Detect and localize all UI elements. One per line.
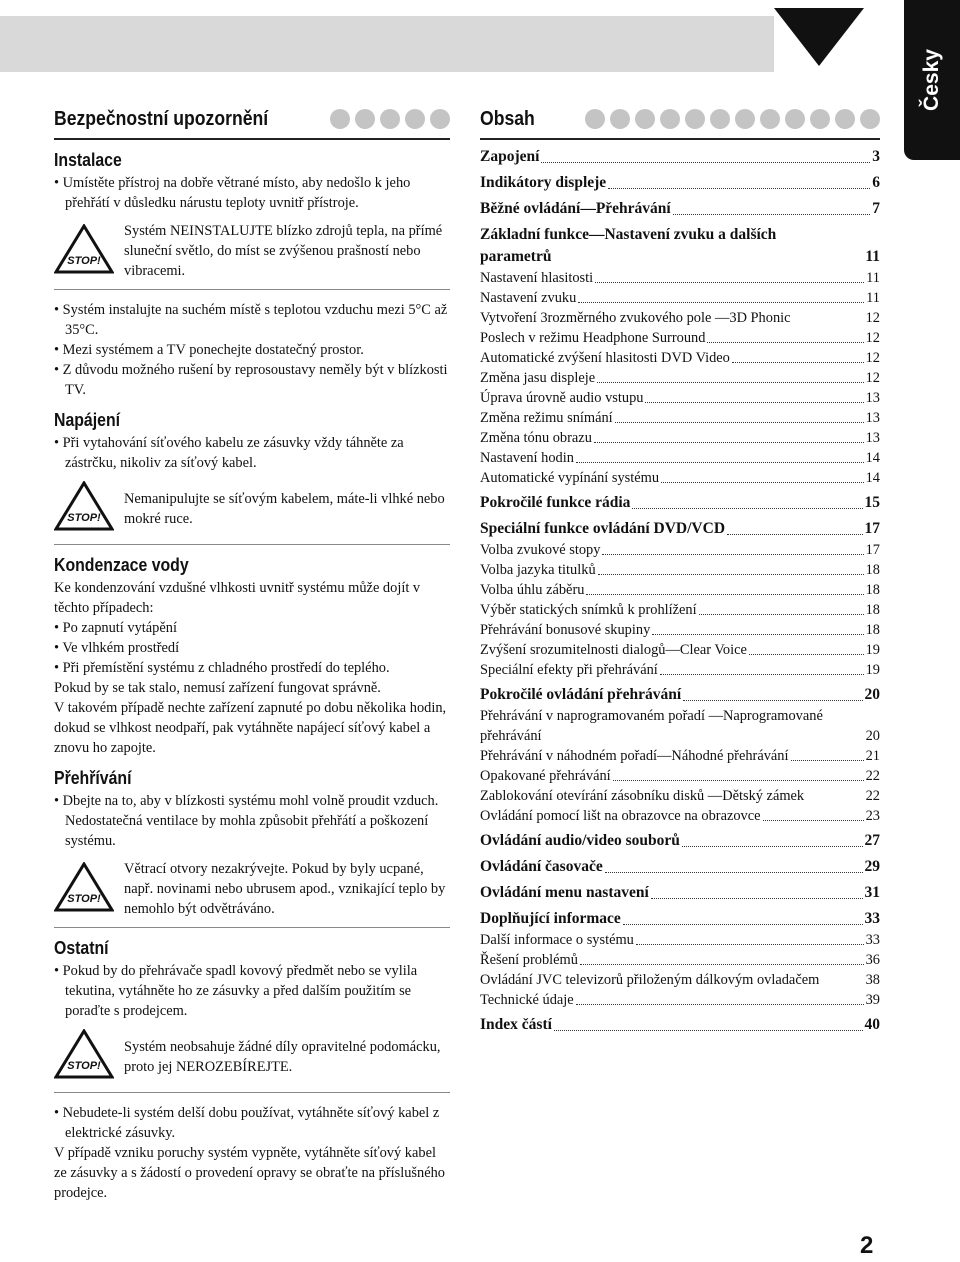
toc-leader bbox=[602, 554, 863, 555]
instalace-heading: Instalace bbox=[54, 150, 122, 170]
toc-page-number: 40 bbox=[864, 1016, 880, 1033]
toc-leader bbox=[660, 674, 864, 675]
toc-subentry[interactable] bbox=[480, 448, 880, 468]
toc-section-entry[interactable] bbox=[480, 908, 880, 930]
toc-leader bbox=[580, 964, 864, 965]
toc-entry-text: Automatické vypínání systému bbox=[480, 470, 660, 486]
toc-entry-text: Další informace o systému bbox=[480, 932, 634, 948]
toc-page-number: 33 bbox=[864, 910, 880, 927]
toc-leader bbox=[652, 634, 863, 635]
toc-leader bbox=[632, 508, 862, 509]
toc-leader bbox=[727, 534, 862, 535]
toc-leader bbox=[763, 820, 864, 821]
toc-page-number: 36 bbox=[865, 952, 880, 968]
toc-page-number: 22 bbox=[865, 788, 880, 804]
toc-entry-text: Ovládání menu nastavení bbox=[480, 884, 649, 901]
toc-leader bbox=[636, 944, 864, 945]
bullet: • Pokud by do přehrávače spadl kovový předmět nebo se vylila tekutina, vytáhněte ho ze zásuvky a před dalším použitím se poraďte s prodejcem. bbox=[54, 961, 450, 1021]
toc-page-number: 13 bbox=[865, 390, 880, 406]
toc-entry-text: Změna jasu displeje bbox=[480, 370, 596, 386]
toc-entry-text: Ovládání pomocí lišt na obrazovce na obrazovce bbox=[480, 808, 761, 824]
toc-page-number: 33 bbox=[865, 932, 880, 948]
toc-leader bbox=[595, 282, 864, 283]
toc-entry-text: Doplňující informace bbox=[480, 910, 621, 927]
toc-leader bbox=[699, 614, 864, 615]
toc-subentry[interactable] bbox=[480, 930, 880, 950]
toc-subentry[interactable] bbox=[480, 560, 880, 580]
toc-entry-text: Přehrávání bonusové skupiny bbox=[480, 622, 651, 638]
toc-page-number: 21 bbox=[865, 748, 880, 764]
toc-entry-text: Změna režimu snímání bbox=[480, 410, 613, 426]
warning-box bbox=[54, 1025, 450, 1093]
stop-icon-label: STOP! bbox=[67, 254, 101, 267]
toc-entry-text: Výběr statických snímků k prohlížení bbox=[480, 602, 697, 618]
toc-subentry[interactable] bbox=[480, 786, 880, 806]
safety-column bbox=[54, 100, 450, 1203]
toc-page-number: 13 bbox=[865, 430, 880, 446]
toc-page-number: 12 bbox=[865, 370, 880, 386]
kondenzace-heading: Kondenzace vody bbox=[54, 555, 189, 575]
toc-leader bbox=[682, 846, 863, 847]
toc-leader bbox=[598, 574, 864, 575]
toc-leader bbox=[707, 342, 863, 343]
toc-leader bbox=[554, 1030, 863, 1031]
toc-subentry[interactable] bbox=[480, 806, 880, 826]
toc-entry-text: Volba úhlu záběru bbox=[480, 582, 585, 598]
toc-entry-text: Běžné ovládání—Přehrávání bbox=[480, 200, 671, 217]
toc-leader bbox=[576, 1004, 864, 1005]
toc-section-entry[interactable] bbox=[480, 518, 880, 540]
toc-page-number: 39 bbox=[865, 992, 880, 1008]
paragraph: V případě vzniku poruchy systém vypněte, vytáhněte síťový kabel ze zásuvky a s žádostí o provedení opravy se obraťte na příslušného prodejce. bbox=[54, 1145, 445, 1201]
toc-subentry[interactable] bbox=[480, 308, 880, 328]
toc-entry-text: Přehrávání v naprogramovaném pořadí —Naprogramované přehrávání bbox=[480, 708, 823, 744]
toc-leader bbox=[673, 214, 871, 215]
toc-page-number: 31 bbox=[864, 884, 880, 901]
stop-icon-label: STOP! bbox=[67, 512, 101, 524]
page-number: 2 bbox=[860, 1232, 874, 1259]
paragraph: Ke kondenzování vzdušné vlhkosti uvnitř systému může dojít v těchto případech: bbox=[54, 580, 421, 616]
toc-section-entry[interactable] bbox=[480, 684, 880, 706]
toc-page-number: 22 bbox=[865, 768, 880, 784]
toc-subentry[interactable] bbox=[480, 468, 880, 488]
toc-entry-text: Ovládání JVC televizorů přiloženým dálkovým ovladačem bbox=[480, 972, 820, 988]
toc-page-number: 18 bbox=[865, 562, 880, 578]
bullet: • Po zapnutí vytápění bbox=[54, 618, 450, 638]
toc-page-number: 19 bbox=[865, 662, 880, 678]
warning-box bbox=[54, 477, 450, 545]
toc-header bbox=[480, 100, 880, 140]
stop-icon bbox=[54, 481, 124, 536]
toc-page-number: 19 bbox=[865, 642, 880, 658]
toc-entry-text: Volba zvukové stopy bbox=[480, 542, 601, 558]
toc-entry-text: Ovládání časovače bbox=[480, 858, 603, 875]
toc-leader bbox=[732, 362, 864, 363]
toc-section-entry[interactable] bbox=[480, 492, 880, 514]
toc-entry-text: Řešení problémů bbox=[480, 952, 578, 968]
prehrivani-heading: Přehřívání bbox=[54, 768, 132, 788]
toc-subentry[interactable] bbox=[480, 660, 880, 680]
toc-title: Obsah bbox=[480, 107, 535, 130]
toc-leader bbox=[578, 302, 864, 303]
toc-list bbox=[480, 146, 880, 1036]
bullet: • Umístěte přístroj na dobře větrané místo, aby nedošlo k jeho přehřátí v důsledku nárustu teploty uvnitř přístroje. bbox=[54, 173, 450, 213]
napajeni-heading: Napájení bbox=[54, 410, 121, 430]
toc-subentry[interactable] bbox=[480, 268, 880, 288]
toc-page-number: 23 bbox=[865, 808, 880, 824]
safety-header bbox=[54, 100, 450, 140]
warning-box bbox=[54, 855, 450, 928]
toc-leader bbox=[651, 898, 863, 899]
warning-text: Nemanipulujte se síťovým kabelem, máte-li vlhké nebo mokré ruce. bbox=[124, 490, 445, 527]
toc-section-entry[interactable] bbox=[480, 224, 880, 268]
toc-page-number: 11 bbox=[866, 270, 880, 286]
toc-subentry[interactable] bbox=[480, 428, 880, 448]
toc-section-entry[interactable] bbox=[480, 1014, 880, 1036]
toc-section-entry[interactable] bbox=[480, 856, 880, 878]
bullet: • Nebudete-li systém delší dobu používat, vytáhněte síťový kabel z elektrické zásuvky. bbox=[54, 1103, 450, 1143]
toc-leader bbox=[645, 402, 863, 403]
toc-entry-text: Základní funkce—Nastavení zvuku a dalších parametrů bbox=[480, 226, 777, 265]
stop-icon-label: STOP! bbox=[67, 1060, 101, 1072]
header-dots bbox=[330, 109, 450, 129]
toc-leader bbox=[586, 594, 863, 595]
toc-page-number: 14 bbox=[865, 450, 880, 466]
toc-page-number: 12 bbox=[865, 330, 880, 346]
toc-leader bbox=[605, 872, 863, 873]
toc-section-entry[interactable] bbox=[480, 146, 880, 168]
toc-leader bbox=[791, 760, 864, 761]
toc-subentry[interactable] bbox=[480, 388, 880, 408]
toc-page-number: 18 bbox=[865, 622, 880, 638]
toc-page-number: 17 bbox=[865, 542, 880, 558]
toc-subentry[interactable] bbox=[480, 408, 880, 428]
toc-entry-text: Index částí bbox=[480, 1016, 552, 1033]
toc-entry-text: Automatické zvýšení hlasitosti DVD Video bbox=[480, 350, 730, 366]
toc-subentry[interactable] bbox=[480, 950, 880, 970]
toc-subentry[interactable] bbox=[480, 766, 880, 786]
toc-entry-text: Přehrávání v náhodném pořadí—Náhodné přehrávání bbox=[480, 748, 789, 764]
toc-page-number: 18 bbox=[865, 582, 880, 598]
toc-subentry[interactable] bbox=[480, 620, 880, 640]
corner-triangle-icon bbox=[774, 8, 864, 68]
toc-subentry[interactable] bbox=[480, 368, 880, 388]
toc-page-number: 20 bbox=[864, 686, 880, 703]
bullet: • Dbejte na to, aby v blízkosti systému mohl volně proudit vzduch. Nedostatečná ventilace by mohla způsobit přehřátí a poškození systému. bbox=[54, 791, 450, 851]
toc-subentry[interactable] bbox=[480, 990, 880, 1010]
toc-subentry[interactable] bbox=[480, 640, 880, 660]
bullet: • Systém instalujte na suchém místě s teplotou vzduchu mezi 5°C až 35°C. bbox=[54, 300, 450, 340]
toc-leader bbox=[749, 654, 864, 655]
stop-icon-label: STOP! bbox=[67, 892, 101, 905]
toc-entry-text: Pokročilé ovládání přehrávání bbox=[480, 686, 682, 703]
toc-entry-text: Nastavení hlasitosti bbox=[480, 270, 594, 286]
toc-leader bbox=[541, 162, 870, 163]
toc-leader bbox=[615, 422, 864, 423]
warning-text: Systém NEINSTALUJTE blízko zdrojů tepla, na přímé sluneční světlo, do míst se zvýšenou prašností nebo vibracemi. bbox=[124, 223, 443, 279]
bullet: • Při přemístění systému z chladného prostředí do teplého. bbox=[54, 658, 450, 678]
toc-subentry[interactable] bbox=[480, 580, 880, 600]
language-tab bbox=[904, 0, 960, 160]
toc-leader bbox=[576, 462, 864, 463]
toc-entry-text: Zapojení bbox=[480, 148, 540, 165]
toc-page-number: 17 bbox=[864, 520, 880, 537]
toc-entry-text: Poslech v režimu Headphone Surround bbox=[480, 330, 706, 346]
warning-box bbox=[54, 217, 450, 290]
toc-subentry[interactable] bbox=[480, 540, 880, 560]
toc-section-entry[interactable] bbox=[480, 198, 880, 220]
bullet: • Z důvodu možného rušení by reprosoustavy neměly být v blízkosti TV. bbox=[54, 360, 450, 400]
toc-page-number: 27 bbox=[864, 832, 880, 849]
toc-leader bbox=[613, 780, 864, 781]
toc-section-entry[interactable] bbox=[480, 830, 880, 852]
stop-icon bbox=[54, 224, 124, 279]
toc-leader bbox=[683, 700, 862, 701]
toc-entry-text: Zablokování otevírání zásobníku disků —Dětský zámek bbox=[480, 788, 805, 804]
toc-entry-text: Vytvoření 3rozměrného zvukového pole —3D Phonic bbox=[480, 310, 791, 326]
toc-page-number: 15 bbox=[864, 494, 880, 511]
bullet: • Při vytahování síťového kabelu ze zásuvky vždy táhněte za zástrčku, nikoliv za síťový kabel. bbox=[54, 433, 450, 473]
toc-subentry[interactable] bbox=[480, 706, 880, 746]
toc-entry-text: Úprava úrovně audio vstupu bbox=[480, 390, 644, 406]
bullet: • Ve vlhkém prostředí bbox=[54, 638, 450, 658]
toc-leader bbox=[661, 482, 864, 483]
toc-column bbox=[480, 100, 880, 1036]
toc-subentry[interactable] bbox=[480, 348, 880, 368]
toc-page-number: 38 bbox=[865, 972, 880, 988]
toc-section-entry[interactable] bbox=[480, 882, 880, 904]
toc-entry-text: Volba jazyka titulků bbox=[480, 562, 596, 578]
toc-leader bbox=[608, 188, 870, 189]
toc-page-number: 7 bbox=[872, 200, 880, 217]
top-band bbox=[0, 16, 880, 72]
safety-title: Bezpečnostní upozornění bbox=[54, 107, 269, 130]
toc-leader bbox=[623, 924, 863, 925]
paragraph: V takovém případě nechte zařízení zapnuté po dobu několika hodin, dokud se vlhkost neodpaří, pak vytáhněte napájecí síťový kabel a znovu ho zapojte. bbox=[54, 700, 447, 756]
toc-page-number: 29 bbox=[864, 858, 880, 875]
toc-leader bbox=[594, 442, 864, 443]
warning-text: Větrací otvory nezakrývejte. Pokud by byly ucpané, např. novinami nebo ubrusem apod., vznikající teplo by nemohlo být odvětráváno. bbox=[124, 861, 446, 917]
toc-entry-text: Ovládání audio/video souborů bbox=[480, 832, 680, 849]
toc-page-number: 11 bbox=[865, 248, 880, 265]
toc-page-number: 12 bbox=[865, 350, 880, 366]
toc-subentry[interactable] bbox=[480, 970, 880, 990]
toc-subentry[interactable] bbox=[480, 746, 880, 766]
toc-page-number: 6 bbox=[872, 174, 880, 191]
toc-entry-text: Opakované přehrávání bbox=[480, 768, 611, 784]
toc-entry-text: Zvýšení srozumitelnosti dialogů—Clear Voice bbox=[480, 642, 747, 658]
toc-entry-text: Změna tónu obrazu bbox=[480, 430, 592, 446]
header-dots bbox=[585, 109, 880, 129]
toc-page-number: 13 bbox=[865, 410, 880, 426]
toc-entry-text: Speciální funkce ovládání DVD/VCD bbox=[480, 520, 726, 537]
toc-entry-text: Pokročilé funkce rádia bbox=[480, 494, 631, 511]
toc-page-number: 12 bbox=[865, 310, 880, 326]
stop-icon bbox=[54, 1029, 124, 1084]
toc-page-number: 11 bbox=[866, 290, 880, 306]
toc-page-number: 20 bbox=[865, 728, 880, 744]
ostatni-heading: Ostatní bbox=[54, 938, 109, 958]
toc-subentry[interactable] bbox=[480, 328, 880, 348]
toc-subentry[interactable] bbox=[480, 288, 880, 308]
toc-entry-text: Indikátory displeje bbox=[480, 174, 607, 191]
toc-page-number: 3 bbox=[872, 148, 880, 165]
toc-entry-text: Speciální efekty při přehrávání bbox=[480, 662, 658, 678]
toc-section-entry[interactable] bbox=[480, 172, 880, 194]
toc-entry-text: Nastavení zvuku bbox=[480, 290, 577, 306]
stop-icon bbox=[54, 862, 124, 917]
toc-entry-text: Nastavení hodin bbox=[480, 450, 574, 466]
warning-text: Systém neobsahuje žádné díly opravitelné podomácku, proto jej NEROZEBÍREJTE. bbox=[124, 1038, 441, 1075]
toc-leader bbox=[597, 382, 864, 383]
toc-entry-text: Technické údaje bbox=[480, 992, 574, 1008]
toc-subentry[interactable] bbox=[480, 600, 880, 620]
language-label: Česky bbox=[920, 49, 943, 111]
paragraph: Pokud by se tak stalo, nemusí zařízení fungovat správně. bbox=[54, 680, 381, 696]
bullet: • Mezi systémem a TV ponechejte dostatečný prostor. bbox=[54, 340, 450, 360]
toc-page-number: 14 bbox=[865, 470, 880, 486]
toc-page-number: 18 bbox=[865, 602, 880, 618]
